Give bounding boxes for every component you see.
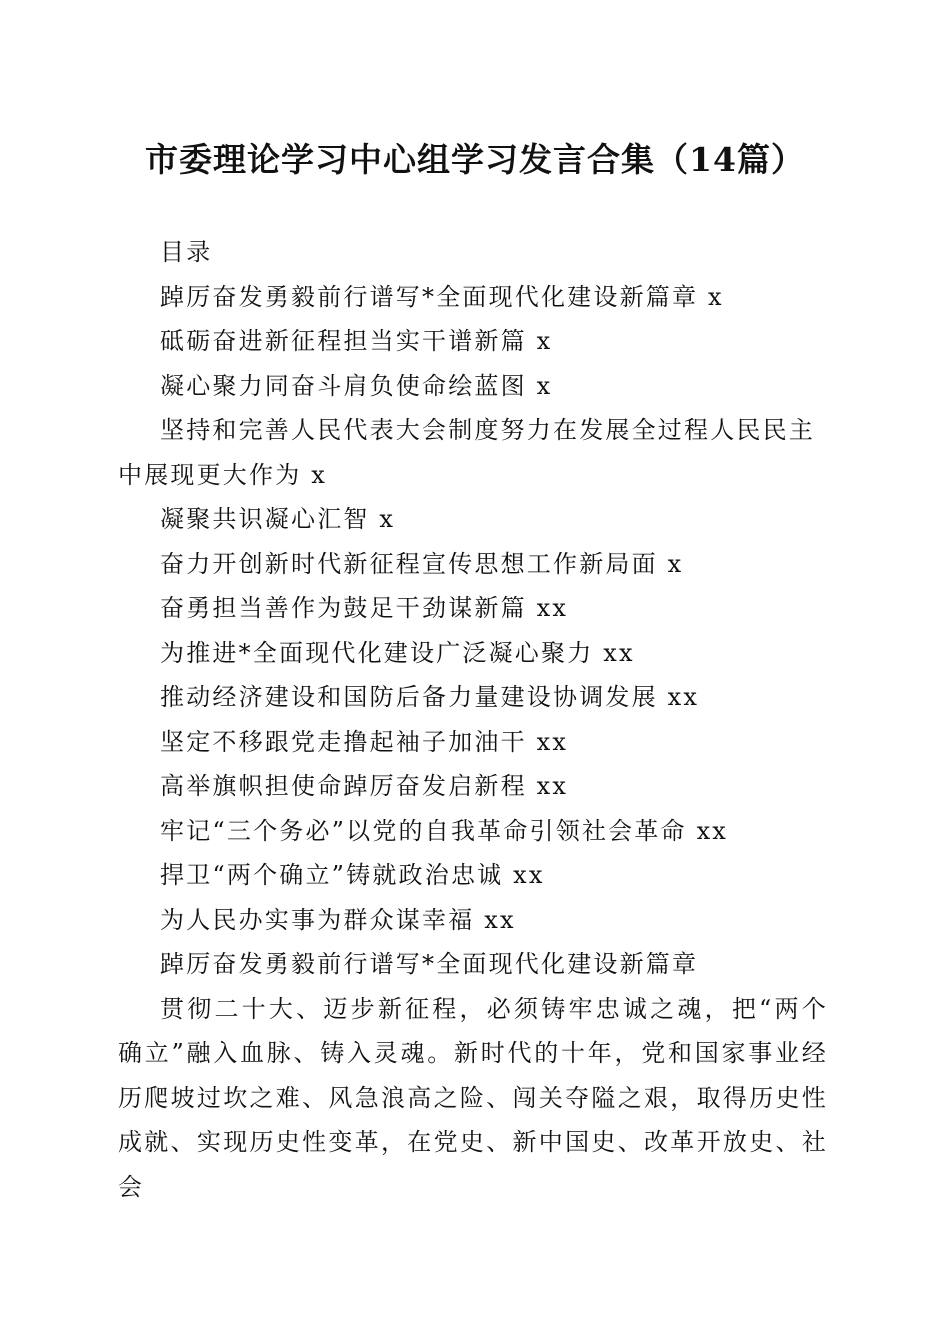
toc-item: 捍卫“两个确立”铸就政治忠诚 xx xyxy=(160,861,545,889)
toc-heading: 目录 xyxy=(160,238,213,266)
toc-item: 奋勇担当善作为鼓足干劲谋新篇 xx xyxy=(160,594,569,622)
toc-item: 奋力开创新时代新征程宣传思想工作新局面 x xyxy=(160,549,684,578)
toc-item: 高举旗帜担使命踔厉奋发启新程 xx xyxy=(160,772,569,800)
toc-item: 凝心聚力同奋斗肩负使命绘蓝图 x xyxy=(160,371,553,400)
document-title: 市委理论学习中心组学习发言合集（14篇） xyxy=(145,140,805,179)
toc-item: 砥砺奋进新征程担当实干谱新篇 x xyxy=(160,327,553,355)
document-body xyxy=(118,230,828,1209)
toc-item: 推动经济建设和国防后备力量建设协调发展 xx xyxy=(160,683,700,711)
toc-item: 坚持和完善人民代表大会制度努力在发展全过程人民民主中展现更大作为 x xyxy=(118,416,815,489)
toc-item: 牢记“三个务必”以党的自我革命引领社会革命 xx xyxy=(160,816,729,845)
toc-item: 为推进*全面现代化建设广泛凝心聚力 xx xyxy=(160,638,635,667)
toc-item: 坚定不移跟党走撸起袖子加油干 xx xyxy=(160,727,569,756)
toc-item: 为人民办实事为群众谋幸福 xx xyxy=(160,905,516,934)
body-paragraph: 贯彻二十大、迈步新征程，必须铸牢忠诚之魂，把“两个确立”融入血脉、铸入灵魂。新时代的十年，党和国家事业经历爬坡过坎之难、风急浪高之险、闯关夺隘之艰，取得历史性成就、实现历史性变革，在党史、新中国史、改革开放史、社会 xyxy=(118,994,828,1201)
section-heading: 踔厉奋发勇毅前行谱写*全面现代化建设新篇章 xyxy=(160,950,699,978)
toc-item: 踔厉奋发勇毅前行谱写*全面现代化建设新篇章 x xyxy=(160,282,724,311)
toc-item: 凝聚共识凝心汇智 x xyxy=(160,505,396,533)
